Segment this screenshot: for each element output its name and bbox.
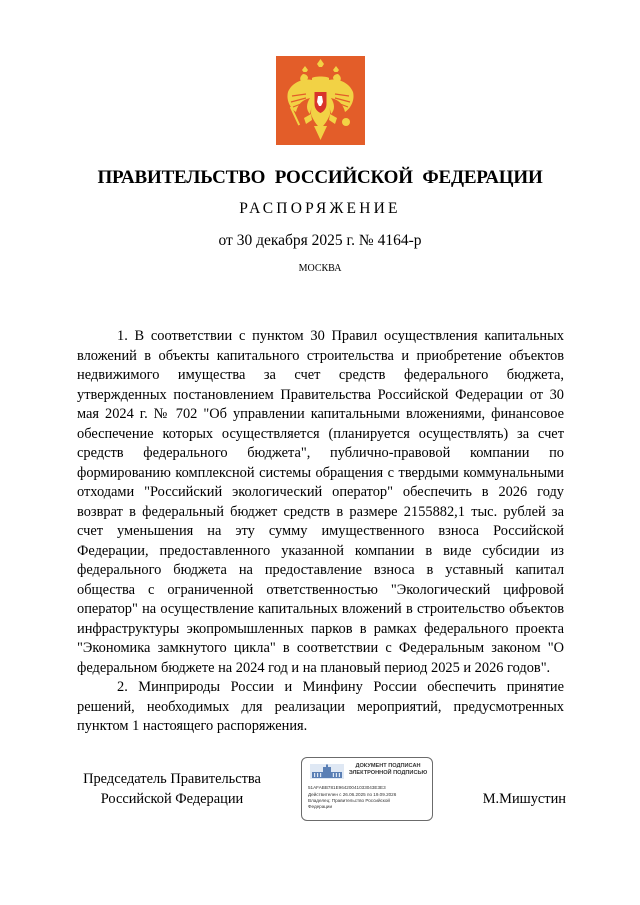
government-building-icon — [310, 764, 344, 779]
coat-of-arms-icon — [276, 56, 365, 145]
double-headed-eagle-icon — [276, 56, 365, 145]
paragraph-1: 1. В соответствии с пунктом 30 Правил осуществления капитальных вложений в объекты капитального строительства и приобретение объектов недвижимого имущества за счет средств федерального бюджета, утвержденных постановлением Правительства Российской Федерации от 30 мая 2024 г. № 702 "Об управлении капитальными вложениями, финансовое обеспечение которых осуществляется (планируется осуществлять) за счет средств федерального бюджета", публично-правовой компании по формированию комплексной системы обращения с твердыми коммунальными отходами "Российский экологический оператор" обеспечить в 2026 году возврат в федеральный бюджет средств в размере 2155882,1 тыс. рублей за счет уменьшения на эту сумму имущественного взноса Российской Федерации, предоставленного указанной компании в виде субсидии из федерального бюджета на предоставление взноса в уставный капитал общества с ограниченной ответственностью "Экологический цифровой оператор" на осуществление капитальных вложений в строительство объектов инфраструктуры экопромышленных парков в рамках федерального проекта "Экономика замкнутого цикла" в соответствии с Федеральным законом "О федеральном бюджете на 2024 год и на плановый период 2025 и 2026 годов". — [77, 328, 564, 676]
document-city: МОСКВА — [298, 263, 342, 274]
electronic-signature-stamp — [301, 757, 433, 821]
paragraph-2: 2. Минприроды России и Минфину России обеспечить принятие решений, необходимых для реализации мероприятий, предусмотренных пунктом 1 настоящего распоряжения. — [77, 679, 564, 734]
document-type: РАСПОРЯЖЕНИЕ — [239, 200, 401, 217]
signatory-position-line2: Российской Федерации — [100, 790, 244, 807]
stamp-owner: Владелец: Правительство Российской Федерации — [308, 798, 390, 809]
document-body — [77, 327, 564, 737]
stamp-title-line1: ДОКУМЕНТ ПОДПИСАН — [355, 763, 421, 769]
stamp-validity: Действителен с 26.06.2025 по 19.09.2026 — [308, 792, 397, 797]
stamp-certificate: 51AFABB781E96420041033043E3E3 — [308, 785, 386, 790]
document-date-number: от 30 декабря 2025 г. № 4164-р — [218, 232, 422, 249]
signatory-name: М.Мишустин — [482, 791, 566, 807]
government-title: ПРАВИТЕЛЬСТВО РОССИЙСКОЙ ФЕДЕРАЦИИ — [97, 167, 543, 188]
stamp-title-line2: ЭЛЕКТРОННОЙ ПОДПИСЬЮ — [348, 770, 428, 776]
stamp-title — [346, 763, 430, 777]
signatory-position-line1: Председатель Правительства — [83, 771, 261, 787]
signatory-position — [77, 770, 267, 809]
